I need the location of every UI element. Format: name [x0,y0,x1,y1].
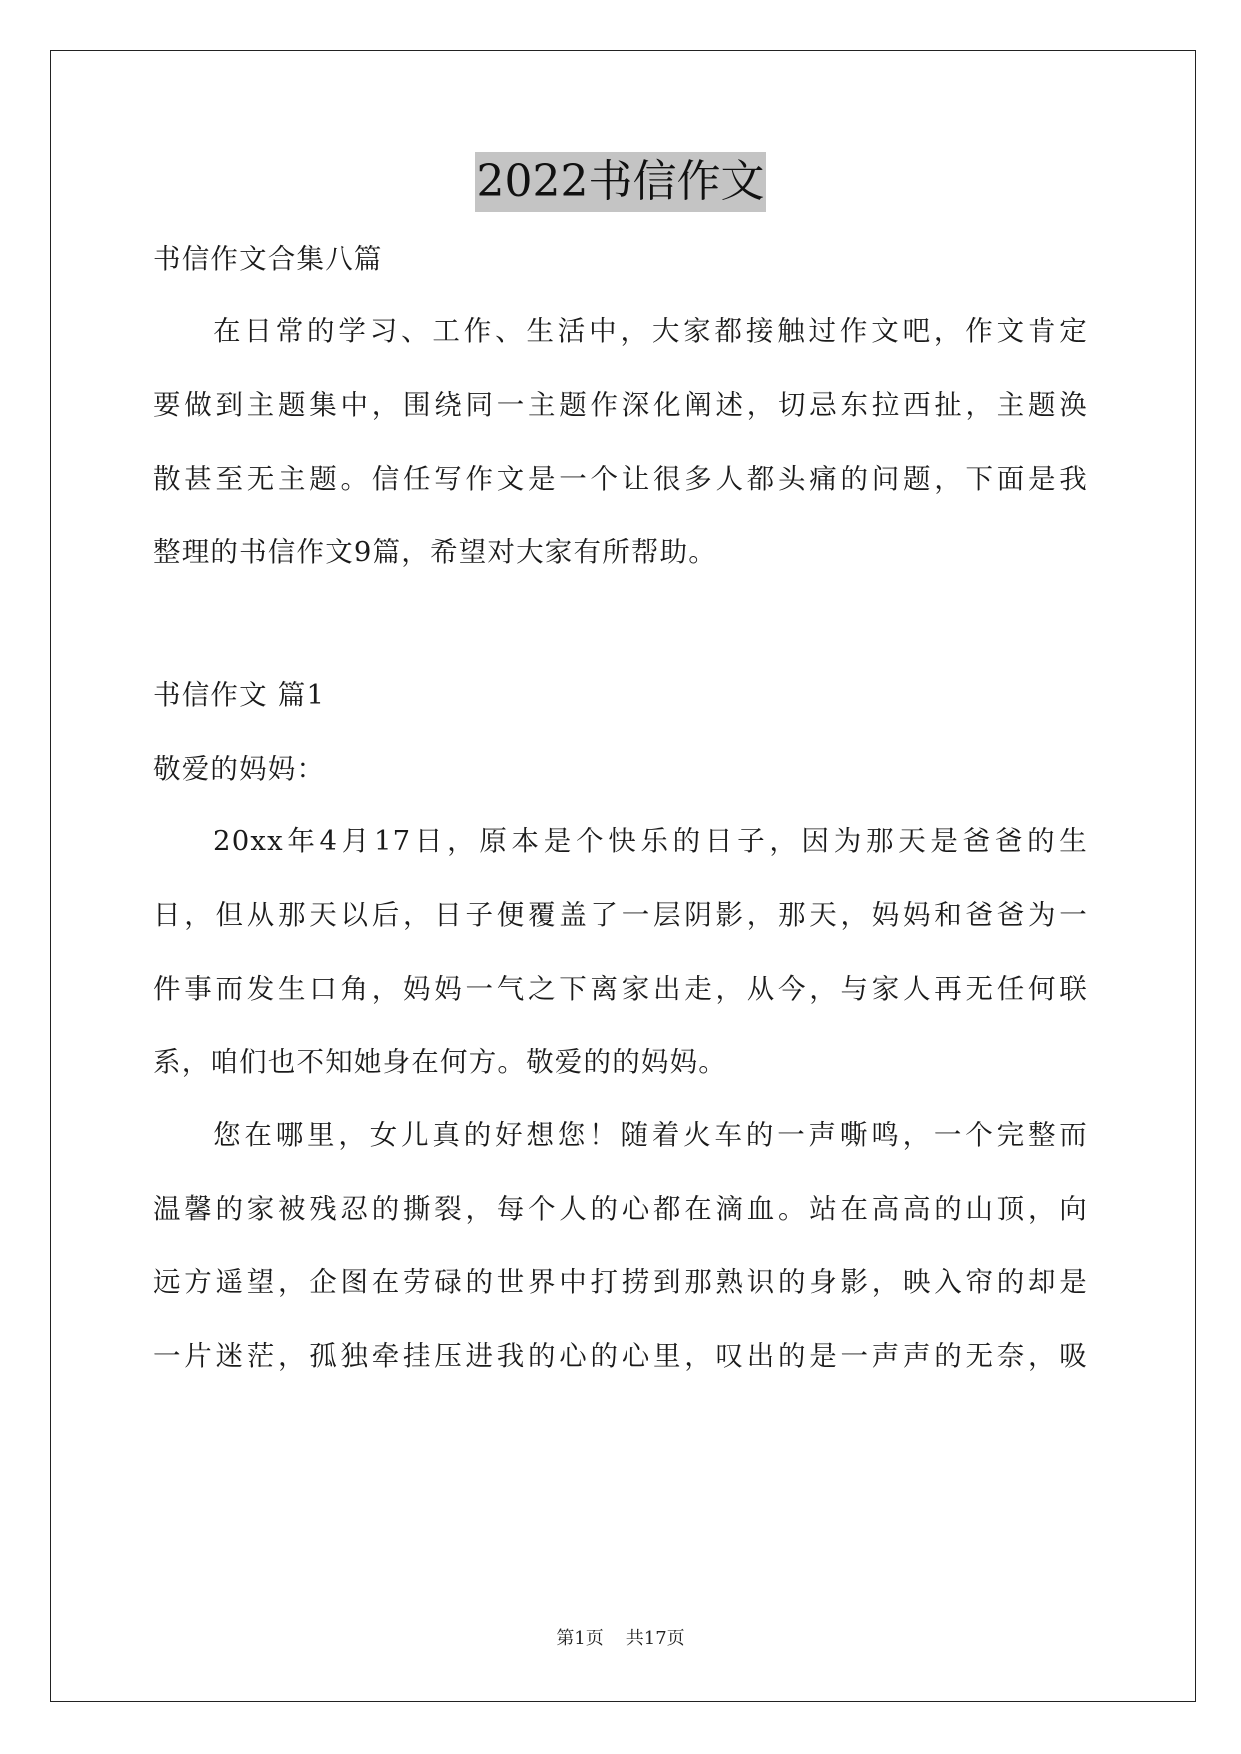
title-block [0,152,1241,212]
paragraph-line: 系，咱们也不知她身在何方。敬爱的的妈妈。 [153,1046,727,1078]
letter-salutation: 敬爱的妈妈： [153,753,326,785]
intro-line: 要做到主题集中，围绕同一主题作深化阐述，切忌东拉西扯，主题涣 [153,389,1088,421]
paragraph-line: 日，但从那天以后，日子便覆盖了一层阴影，那天，妈妈和爸爸为一 [153,899,1088,931]
page-total: 共17页 [625,1628,685,1649]
intro-line: 散甚至无主题。信任写作文是一个让很多人都头痛的问题，下面是我 [153,463,1088,495]
paragraph-line: 20xx年4月17日，原本是个快乐的日子，因为那天是爸爸的生 [213,825,1088,857]
page-border [50,50,1196,1702]
paragraph-line: 您在哪里，女儿真的好想您！随着火车的一声嘶鸣，一个完整而 [213,1119,1088,1151]
document-title: 2022书信作文 [475,152,767,212]
paragraph-line: 件事而发生口角，妈妈一气之下离家出走，从今，与家人再无任何联 [153,973,1088,1005]
page-footer [0,1627,1241,1651]
page-number: 第1页 [556,1628,604,1649]
section-heading: 书信作文 篇1 [153,679,326,711]
paragraph-line: 远方遥望，企图在劳碌的世界中打捞到那熟识的身影，映入帘的却是 [153,1266,1088,1298]
paragraph-line: 温馨的家被残忍的撕裂，每个人的心都在滴血。站在高高的山顶，向 [153,1193,1088,1225]
document-subtitle: 书信作文合集八篇 [153,243,383,275]
intro-line: 在日常的学习、工作、生活中，大家都接触过作文吧，作文肯定 [213,315,1088,347]
intro-line: 整理的书信作文9篇，希望对大家有所帮助。 [153,536,717,568]
paragraph-line: 一片迷茫，孤独牵挂压进我的心的心里，叹出的是一声声的无奈，吸 [153,1340,1088,1372]
